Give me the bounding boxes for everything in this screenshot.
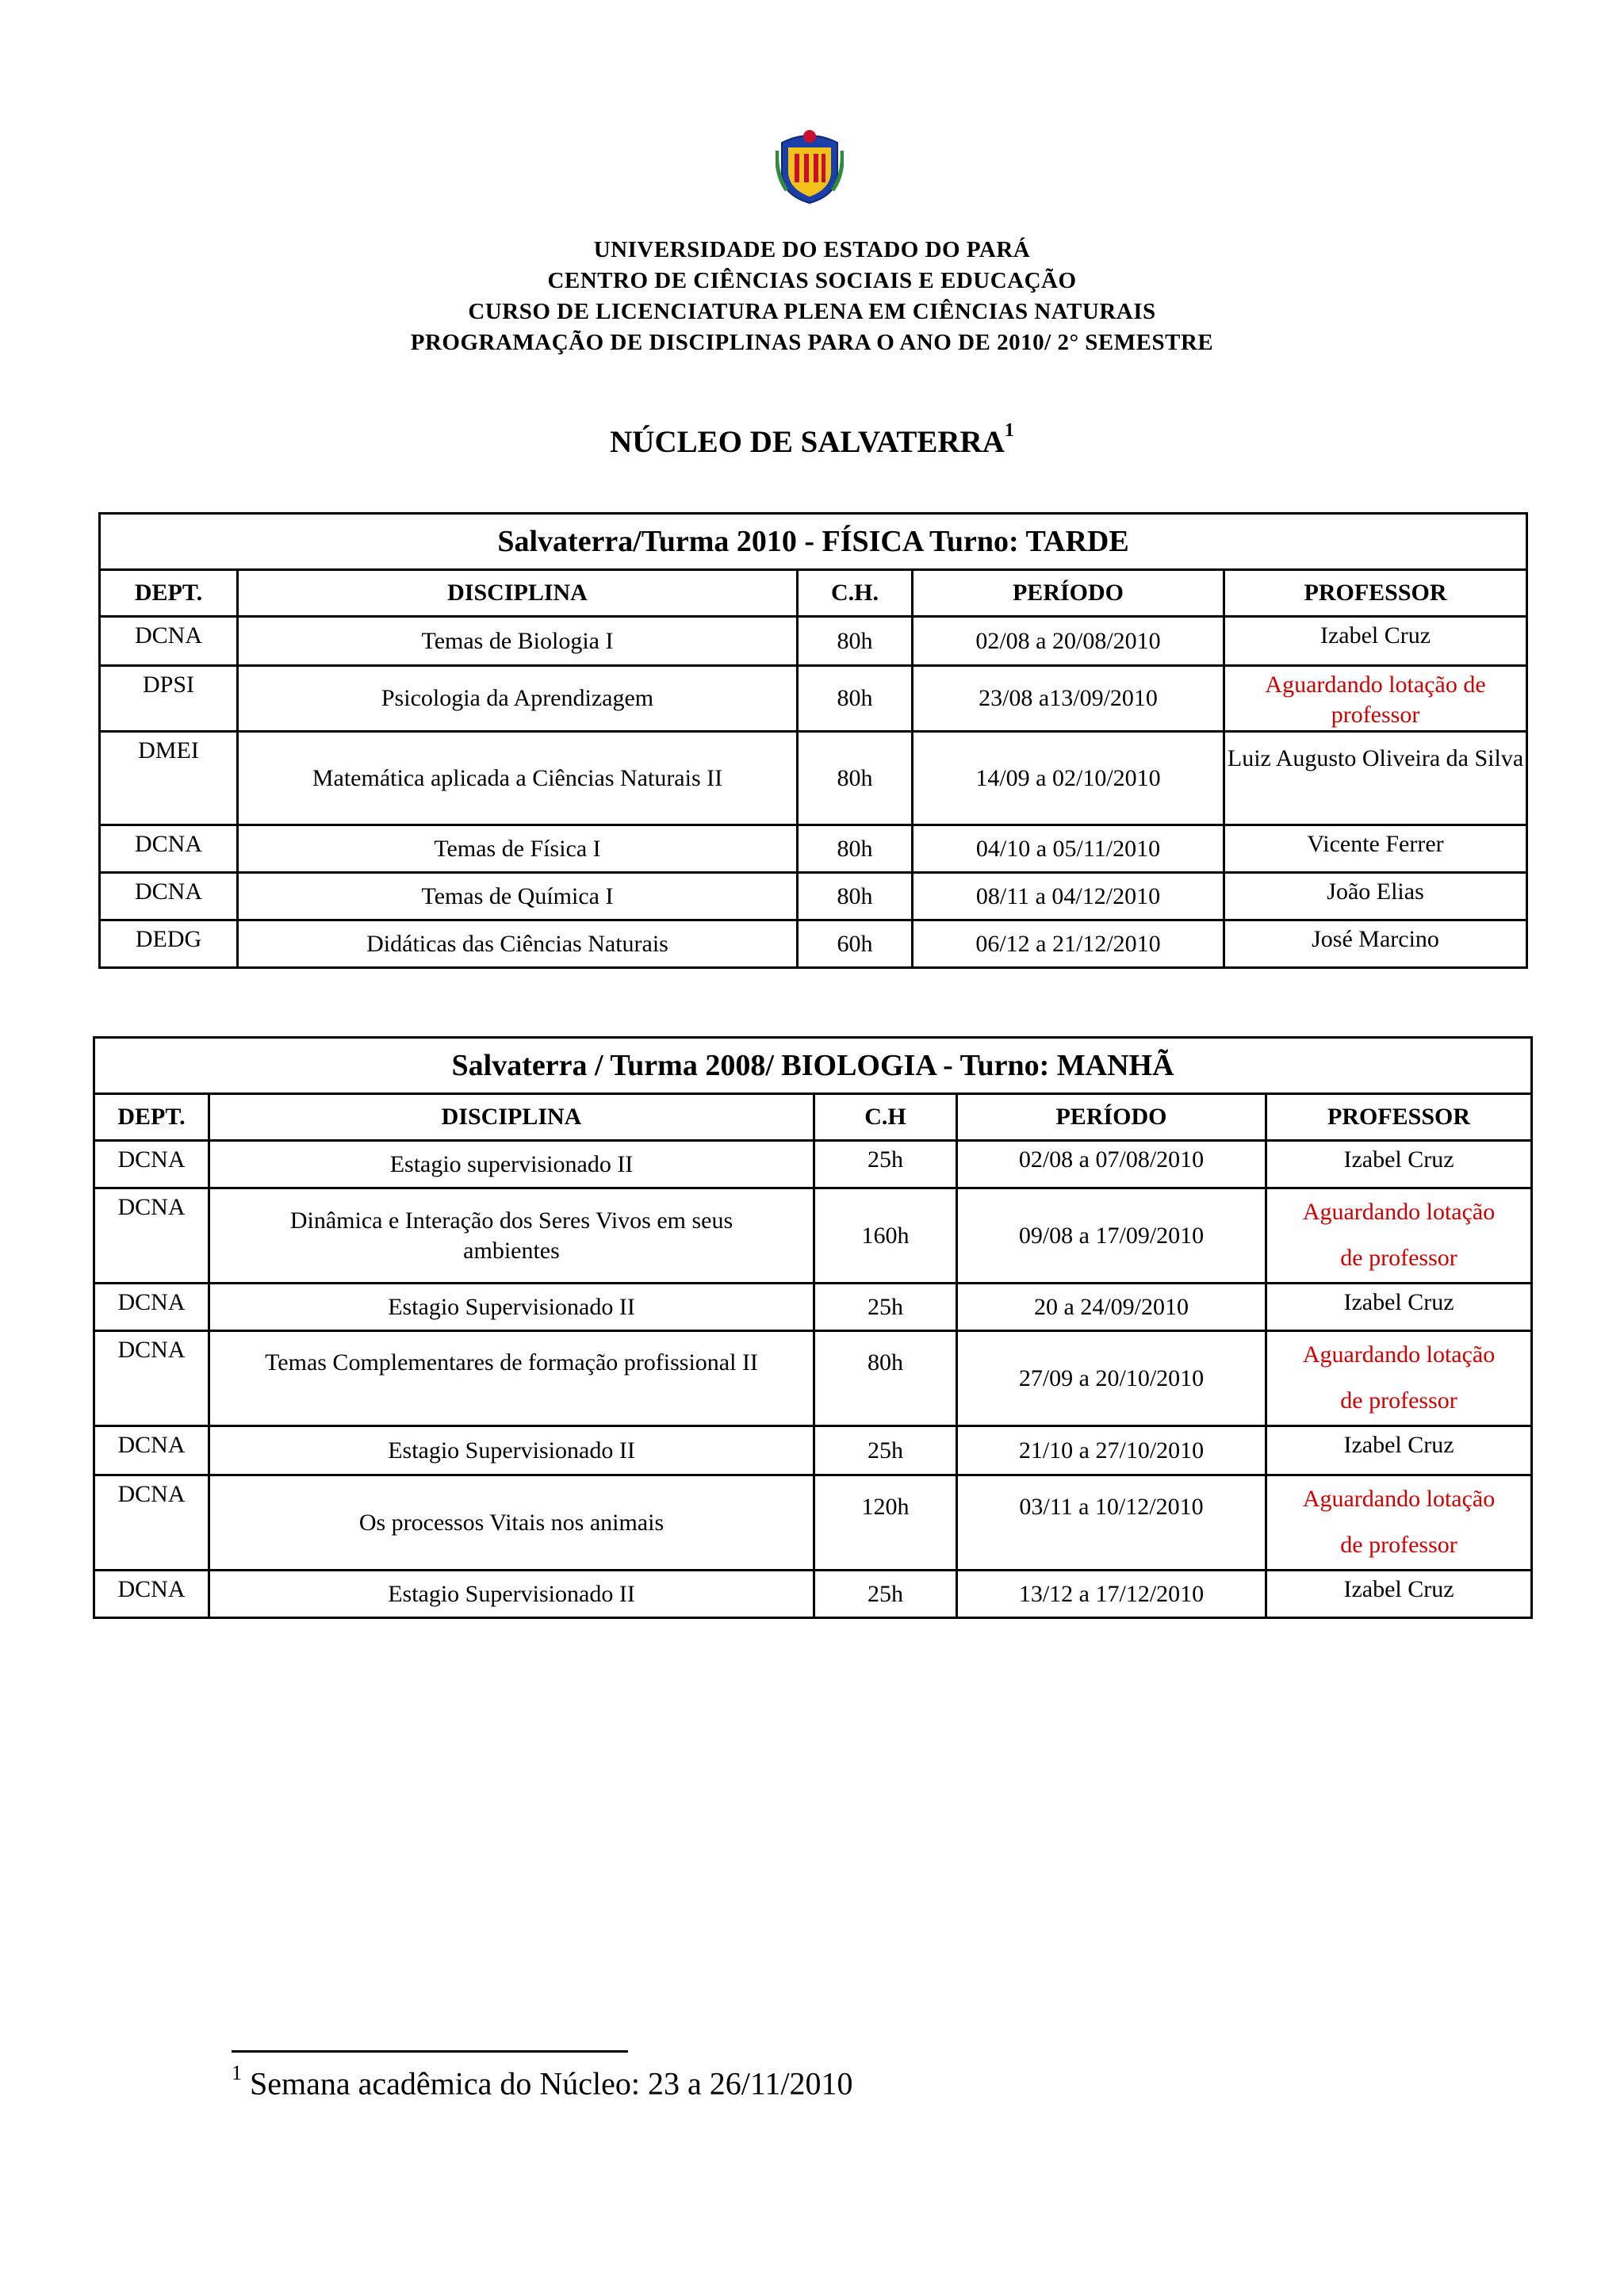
header-course: CURSO DE LICENCIATURA PLENA EM CIÊNCIAS NATURAIS	[468, 299, 1156, 324]
column-header-ch: C.H	[814, 1094, 957, 1141]
footnote-divider	[232, 2050, 628, 2053]
document-header	[0, 235, 1624, 358]
cell-ch: 25h	[814, 1571, 957, 1618]
table-row	[100, 920, 1527, 968]
cell-dept: DCNA	[100, 873, 238, 920]
cell-professor: José Marcino	[1224, 920, 1527, 968]
column-header-professor: PROFESSOR	[1266, 1094, 1532, 1141]
table-row	[94, 1188, 1532, 1284]
cell-professor-pending: Aguardando lotação de professor	[1224, 666, 1527, 732]
cell-periodo: 27/09 a 20/10/2010	[957, 1331, 1266, 1426]
cell-periodo: 23/08 a13/09/2010	[913, 666, 1224, 732]
cell-disciplina: Estagio supervisionado II	[209, 1141, 814, 1188]
cell-ch: 80h	[798, 873, 913, 920]
table-caption: Salvaterra / Turma 2008/ BIOLOGIA - Turno: MANHÃ	[94, 1038, 1532, 1094]
cell-periodo: 20 a 24/09/2010	[957, 1284, 1266, 1331]
table-row	[100, 617, 1527, 666]
cell-professor: Izabel Cruz	[1266, 1571, 1532, 1618]
column-header-disciplina: DISCIPLINA	[238, 570, 798, 617]
cell-ch: 80h	[798, 666, 913, 732]
cell-professor: Izabel Cruz	[1266, 1141, 1532, 1188]
nucleo-title	[0, 420, 1624, 460]
footnote-ref: 1	[1004, 420, 1014, 441]
table-row	[94, 1284, 1532, 1331]
cell-periodo: 06/12 a 21/12/2010	[913, 920, 1224, 968]
university-crest-icon	[776, 127, 844, 205]
cell-periodo: 21/10 a 27/10/2010	[957, 1426, 1266, 1475]
cell-professor: Luiz Augusto Oliveira da Silva	[1224, 732, 1527, 825]
cell-disciplina: Estagio Supervisionado II	[209, 1426, 814, 1475]
cell-ch: 25h	[814, 1426, 957, 1475]
column-header-dept: DEPT.	[94, 1094, 209, 1141]
cell-dept: DCNA	[100, 825, 238, 873]
cell-ch: 80h	[814, 1331, 957, 1426]
column-header-periodo: PERÍODO	[957, 1094, 1266, 1141]
cell-disciplina: Estagio Supervisionado II	[209, 1571, 814, 1618]
cell-periodo: 09/08 a 17/09/2010	[957, 1188, 1266, 1284]
column-header-disciplina: DISCIPLINA	[209, 1094, 814, 1141]
schedule-table-fisica	[98, 512, 1528, 969]
cell-periodo: 04/10 a 05/11/2010	[913, 825, 1224, 873]
cell-dept: DEDG	[100, 920, 238, 968]
cell-dept: DCNA	[94, 1141, 209, 1188]
cell-periodo: 14/09 a 02/10/2010	[913, 732, 1224, 825]
nucleo-title-text: NÚCLEO DE SALVATERRA	[610, 425, 1005, 459]
cell-disciplina: Estagio Supervisionado II	[209, 1284, 814, 1331]
table-row	[100, 732, 1527, 825]
cell-dept: DCNA	[94, 1426, 209, 1475]
cell-professor-pending: Aguardando lotação de professor	[1266, 1331, 1532, 1426]
cell-periodo: 03/11 a 10/12/2010	[957, 1475, 1266, 1571]
cell-professor: Izabel Cruz	[1266, 1426, 1532, 1475]
cell-periodo: 02/08 a 20/08/2010	[913, 617, 1224, 666]
cell-professor: Izabel Cruz	[1266, 1284, 1532, 1331]
cell-dept: DMEI	[100, 732, 238, 825]
cell-dept: DCNA	[94, 1284, 209, 1331]
cell-disciplina: Dinâmica e Interação dos Seres Vivos em seus ambientes	[209, 1188, 814, 1284]
cell-disciplina: Temas de Física I	[238, 825, 798, 873]
column-header-dept: DEPT.	[100, 570, 238, 617]
cell-dept: DCNA	[94, 1331, 209, 1426]
cell-disciplina: Matemática aplicada a Ciências Naturais II	[238, 732, 798, 825]
cell-ch: 80h	[798, 825, 913, 873]
header-university: UNIVERSIDADE DO ESTADO DO PARÁ	[593, 237, 1031, 262]
header-program: PROGRAMAÇÃO DE DISCIPLINAS PARA O ANO DE 2010/ 2° SEMESTRE	[410, 330, 1214, 355]
cell-ch: 60h	[798, 920, 913, 968]
schedule-table-biologia	[93, 1036, 1533, 1619]
cell-professor-pending: Aguardando lotação de professor	[1266, 1188, 1532, 1284]
cell-disciplina: Psicologia da Aprendizagem	[238, 666, 798, 732]
column-header-ch: C.H.	[798, 570, 913, 617]
cell-periodo: 02/08 a 07/08/2010	[957, 1141, 1266, 1188]
cell-disciplina: Os processos Vitais nos animais	[209, 1475, 814, 1571]
cell-ch: 120h	[814, 1475, 957, 1571]
column-header-periodo: PERÍODO	[913, 570, 1224, 617]
cell-disciplina: Temas de Química I	[238, 873, 798, 920]
header-center: CENTRO DE CIÊNCIAS SOCIAIS E EDUCAÇÃO	[547, 268, 1077, 293]
column-header-professor: PROFESSOR	[1224, 570, 1527, 617]
cell-periodo: 13/12 a 17/12/2010	[957, 1571, 1266, 1618]
cell-disciplina: Didáticas das Ciências Naturais	[238, 920, 798, 968]
cell-dept: DCNA	[94, 1188, 209, 1284]
cell-disciplina: Temas de Biologia I	[238, 617, 798, 666]
cell-ch: 25h	[814, 1141, 957, 1188]
table-row	[94, 1426, 1532, 1475]
cell-professor: Izabel Cruz	[1224, 617, 1527, 666]
footnote-text: Semana acadêmica do Núcleo: 23 a 26/11/2010	[250, 2065, 853, 2102]
cell-ch: 25h	[814, 1284, 957, 1331]
footnote-number: 1	[232, 2061, 242, 2084]
table-row	[94, 1331, 1532, 1426]
cell-periodo: 08/11 a 04/12/2010	[913, 873, 1224, 920]
cell-ch: 80h	[798, 617, 913, 666]
cell-dept: DCNA	[100, 617, 238, 666]
cell-professor: Vicente Ferrer	[1224, 825, 1527, 873]
cell-ch: 80h	[798, 732, 913, 825]
cell-professor: João Elias	[1224, 873, 1527, 920]
table-row	[100, 666, 1527, 732]
cell-dept: DCNA	[94, 1475, 209, 1571]
cell-disciplina: Temas Complementares de formação profissional II	[209, 1331, 814, 1426]
table-caption: Salvaterra/Turma 2010 - FÍSICA Turno: TARDE	[100, 514, 1527, 570]
footnote	[232, 2061, 853, 2102]
table-row	[100, 873, 1527, 920]
cell-professor-pending: Aguardando lotação de professor	[1266, 1475, 1532, 1571]
cell-dept: DPSI	[100, 666, 238, 732]
cell-ch: 160h	[814, 1188, 957, 1284]
table-row	[94, 1571, 1532, 1618]
table-row	[100, 825, 1527, 873]
cell-dept: DCNA	[94, 1571, 209, 1618]
table-row	[94, 1141, 1532, 1188]
table-row	[94, 1475, 1532, 1571]
